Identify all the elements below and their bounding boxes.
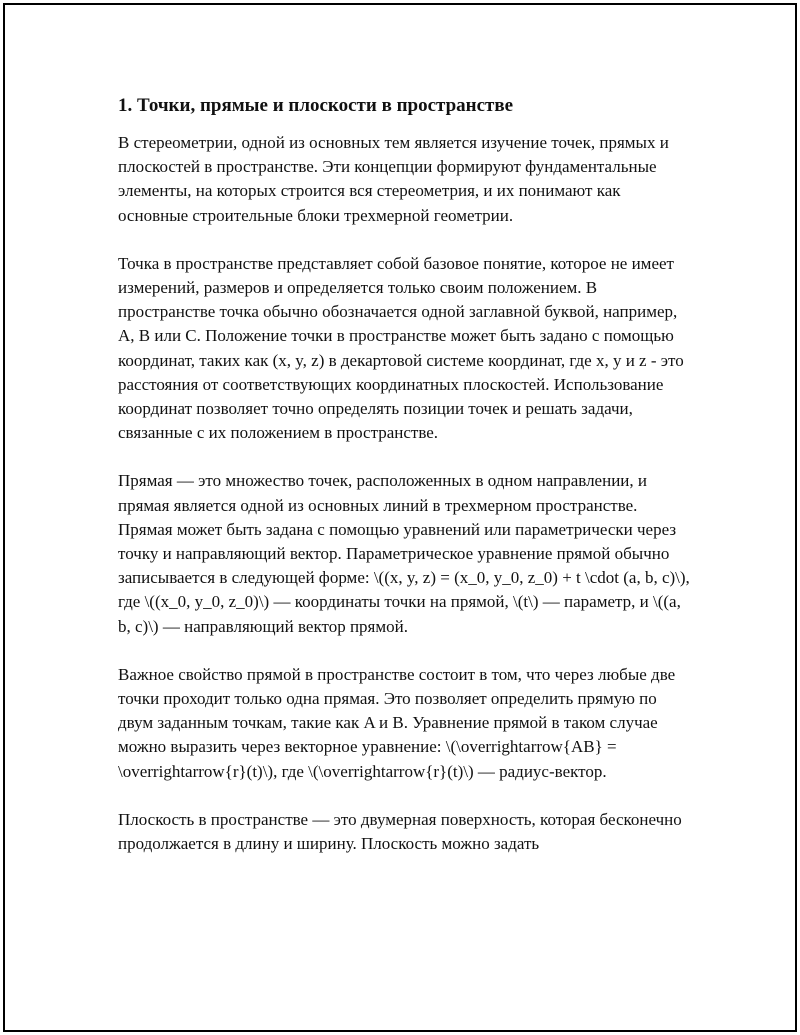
paragraph-plane: Плоскость в пространстве — это двумерная поверхность, которая бесконечно продолжается в длину и ширину. Плоскость можно задать bbox=[118, 809, 682, 854]
document-body bbox=[118, 93, 690, 880]
paragraph-line-property: Важное свойство прямой в пространстве состоит в том, что через любые две точки проходит только одна прямая. Это позволяет определить прямую по двум заданным точкам, такие как A и B. Уравнение прямой в таком случае можно выразить через векторное уравнение: \(\overrightarrow{AB} = \overrightarrow{r}(t)\), где \(\overrightarrow{r}(t)\) — радиус-вектор. bbox=[118, 664, 676, 781]
section-heading: 1. Точки, прямые и плоскости в пространстве bbox=[118, 95, 514, 116]
paragraph-line: Прямая — это множество точек, расположенных в одном направлении, и прямая является одной из основных линий в трехмерном пространстве. Прямая может быть задана с помощью уравнений или параметрически через точку и направляющий вектор. Параметрическое уравнение прямой обычно записывается в следующей форме: \((x, y, z) = (x_0, y_0, z_0) + t \cdot (a, b, c)\), где \((x_0, y_0, z_0)\) — координаты точки на прямой, \(t\) — параметр, и \((a, b, c)\) — направляющий вектор прямой. bbox=[118, 471, 690, 636]
paragraph-point: Точка в пространстве представляет собой базовое понятие, которое не имеет измерений, размеров и определяется только своим положением. В пространстве точка обычно обозначается одной заглавной буквой, например, A, B или C. Положение точки в пространстве может быть задано с помощью координат, таких как (x, y, z) в декартовой системе координат, где x, y и z - это расстояния от соответствующих координатных плоскостей. Использование координат позволяет точно определять позиции точек и решать задачи, связанные с их положением в пространстве. bbox=[118, 253, 684, 443]
paragraph-intro: В стереометрии, одной из основных тем является изучение точек, прямых и плоскостей в пространстве. Эти концепции формируют фундаментальные элементы, на которых строится вся стереометрия, и их понимают как основные строительные блоки трехмерной геометрии. bbox=[118, 133, 669, 225]
